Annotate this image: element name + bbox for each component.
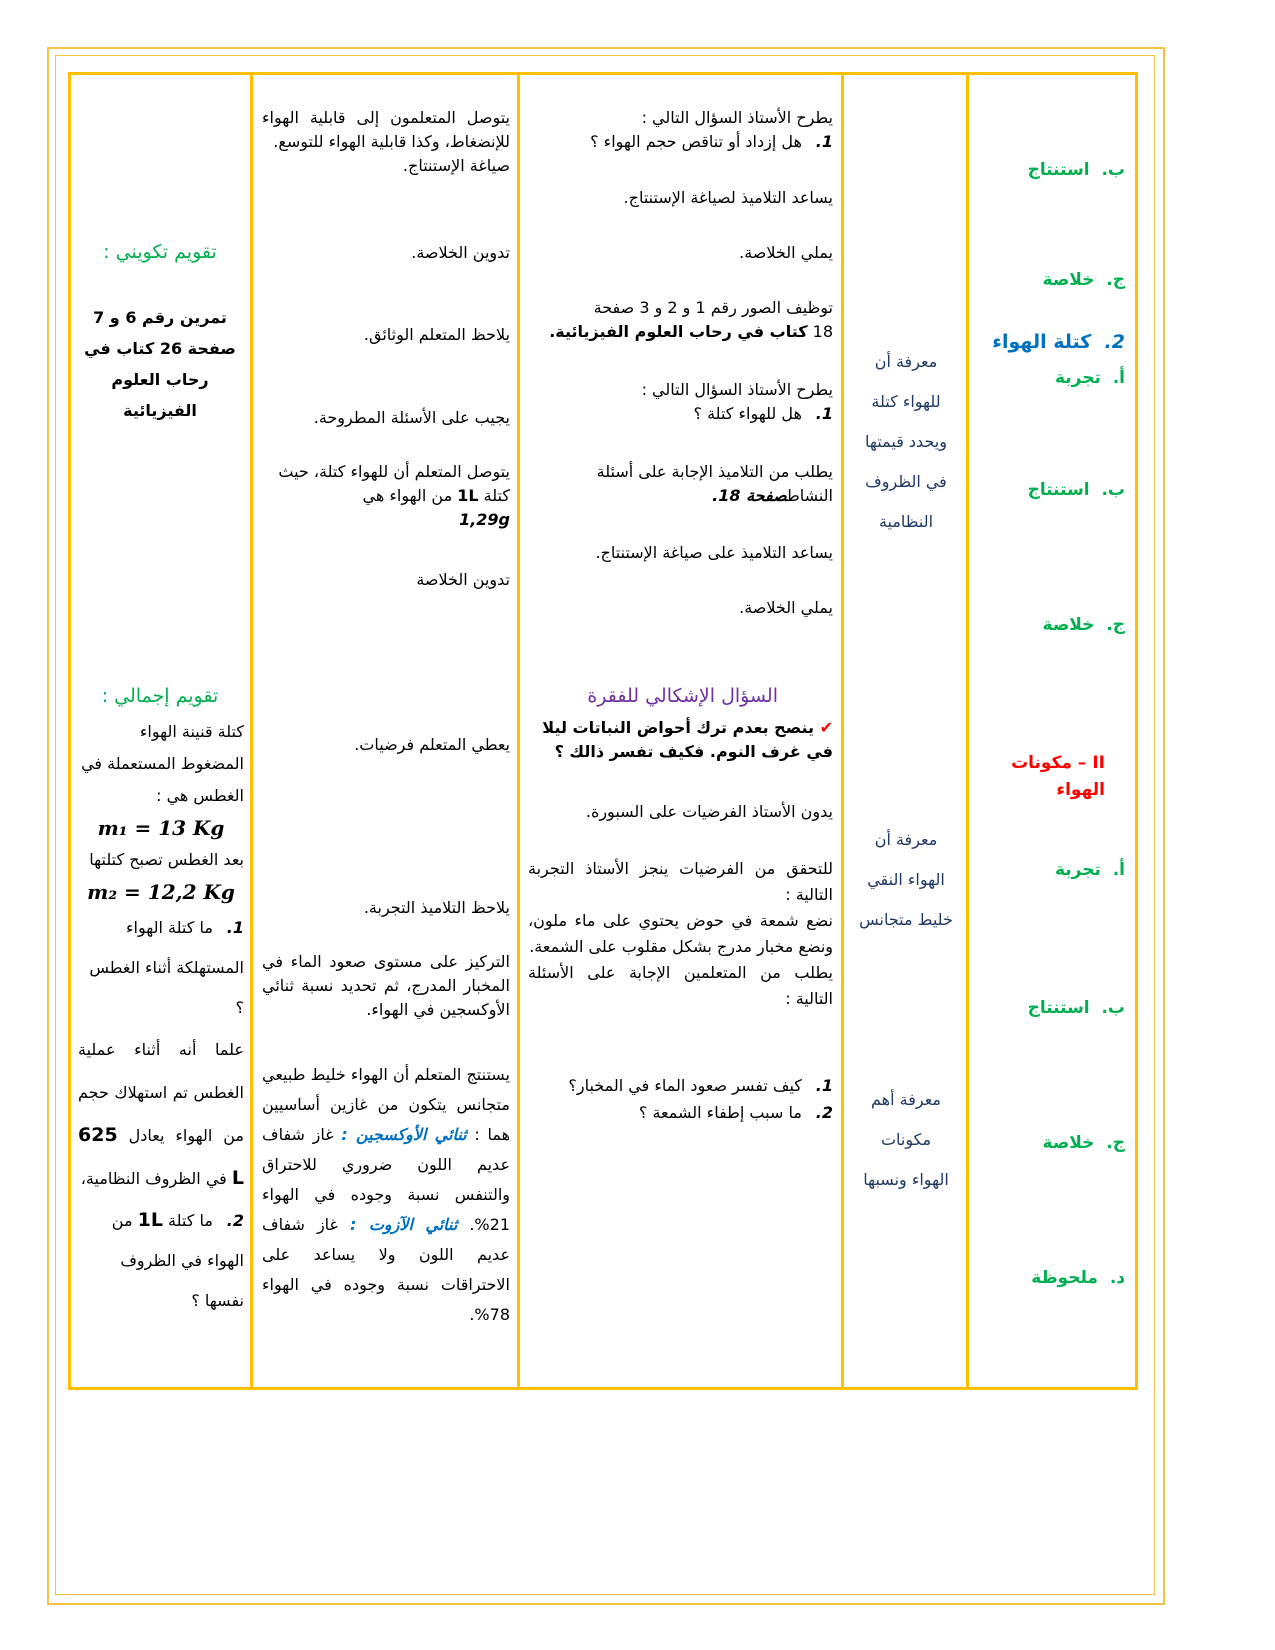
teacher-activity: يطرح الأستاذ السؤال التالي : 1. هل إزداد أو تناقص حجم الهواء ؟ <box>590 108 833 151</box>
nitrogen-label: ثنائي الآزوت : <box>349 1215 458 1234</box>
section-heading: 2. كتلة الهواء <box>992 331 1125 353</box>
section-heading-main: II – مكونات الهواء <box>1011 753 1105 800</box>
objective: معرفة أن للهواء كتلة ويحدد قيمتها في الظروف النظامية <box>865 352 947 531</box>
section-heading: ب. استنتاج <box>1027 480 1125 500</box>
learner-activity: يستنتج المتعلم أن الهواء خليط طبيعي متجانس يتكون من غازين أساسيين هما : ثنائي الأوكسجين : غاز شفاف عديم اللون ضروري للاحتراق والتنفس نسبة وجوده في الهواء 21%. ثنائي الآزوت : غاز شفاف عديم اللون ولا يساعد على الاحتراقات نسبة وجوده في الهواء 78%. <box>262 1065 511 1324</box>
learner-activity: يتوصل المتعلم أن للهواء كتلة، حيث كتلة 1L من الهواء هي 1,29g <box>278 462 510 529</box>
teacher-activity: توظيف الصور رقم 1 و 2 و 3 صفحة 18 كتاب في رحاب العلوم الفيزيائية. <box>549 298 833 341</box>
learner-activity: تدوين الخلاصة. <box>411 243 510 262</box>
learner-activity: يلاحظ المتعلم الوثائق. <box>363 325 510 344</box>
problem-question-title: السؤال الإشكالي للفقرة <box>587 685 778 707</box>
section-heading: ج. خلاصة <box>1042 270 1125 290</box>
teacher-activity: يدون الأستاذ الفرضيات على السبورة. <box>585 802 833 821</box>
section-heading: ب. استنتاج <box>1027 160 1125 180</box>
learner-activity: يجيب على الأسئلة المطروحة. <box>313 408 510 427</box>
learner-activity: يتوصل المتعلمون إلى قابلية الهواء للإنضغاط، وكذا قابلية الهواء للتوسع. صياغة الإستنتاج. <box>262 108 510 175</box>
equation: m₁ = 13 Kg <box>97 816 225 840</box>
learner-activity: التركيز على مستوى صعود الماء في المخبار المدرج، ثم تحديد نسبة ثنائي الأوكسجين في الهواء. <box>262 952 510 1019</box>
objective: معرفة أهم مكونات الهواء ونسبها <box>863 1090 949 1189</box>
formative-evaluation-text: تمرين رقم 6 و 7 صفحة 26 كتاب في رحاب العلوم الفيزيائية <box>84 308 236 420</box>
formative-evaluation-title: تقويم تكويني : <box>103 241 217 263</box>
teacher-activity: يملي الخلاصة. <box>739 243 833 262</box>
section-heading: أ. تجربة <box>1054 368 1125 388</box>
column-divider <box>966 72 969 1390</box>
section-heading: ب. استنتاج <box>1027 998 1125 1018</box>
teacher-activity: للتحقق من الفرضيات ينجز الأستاذ التجربة التالية : نضع شمعة في حوض يحتوي على ماء ملون، ونضع مخبار مدرج بشكل مقلوب على الشمعة. يطلب من المتعلمين الإجابة على الأسئلة التالية : <box>528 859 833 1008</box>
section-heading: أ. تجربة <box>1054 860 1125 880</box>
oxygen-label: ثنائي الأوكسجين : <box>341 1125 467 1144</box>
section-heading: ج. خلاصة <box>1042 615 1125 635</box>
problem-question: ✔ ينصح بعدم ترك أحواض النباتات ليلا في غرف النوم. فكيف تفسر ذالك ؟ <box>542 718 833 761</box>
equation: m₂ = 12,2 Kg <box>87 880 235 904</box>
objective: معرفة أن الهواء النقي خليط متجانس <box>859 830 953 929</box>
summative-evaluation-title: تقويم إجمالي : <box>101 685 219 707</box>
learner-activity: تدوين الخلاصة <box>416 570 510 589</box>
checkmark-icon: ✔ <box>819 718 833 737</box>
column-divider <box>841 72 844 1390</box>
teacher-activity: يطلب من التلاميذ الإجابة على أسئلة النشاطصفحة 18. <box>596 462 833 505</box>
teacher-questions: 1. كيف تفسر صعود الماء في المخبار؟ 2. ما سبب إطفاء الشمعة ؟ <box>568 1076 833 1122</box>
learner-activity: يعطي المتعلم فرضيات. <box>354 735 510 754</box>
column-divider <box>250 72 253 1390</box>
teacher-activity: يملي الخلاصة. <box>739 598 833 617</box>
teacher-activity: يطرح الأستاذ السؤال التالي : 1. هل للهواء كتلة ؟ <box>641 380 833 423</box>
teacher-activity: يساعد التلاميذ لصياغة الإستنتاج. <box>623 188 833 207</box>
section-heading: ج. خلاصة <box>1042 1133 1125 1153</box>
column-divider <box>517 72 520 1390</box>
learner-activity: يلاحظ التلاميذ التجربة. <box>363 898 510 917</box>
summative-evaluation: كتلة قنينة الهواء المضغوط المستعملة في الغطس هي : m₁ = 13 Kg بعد الغطس تصبح كتلتها m₂ = 12,2 Kg 1. ما كتلة الهواء المستهلكة أثناء الغطس ؟ علما أنه أثناء عملية الغطس تم استهلاك حجم من الهواء يعادل 625 L في الظروف النظامية، 2. ما كتلة 1L من الهواء في الظروف نفسها ؟ <box>78 722 244 1310</box>
teacher-activity: يساعد التلاميذ على صياغة الإستنتاج. <box>595 543 833 562</box>
section-heading: د. ملحوظة <box>1031 1268 1125 1288</box>
